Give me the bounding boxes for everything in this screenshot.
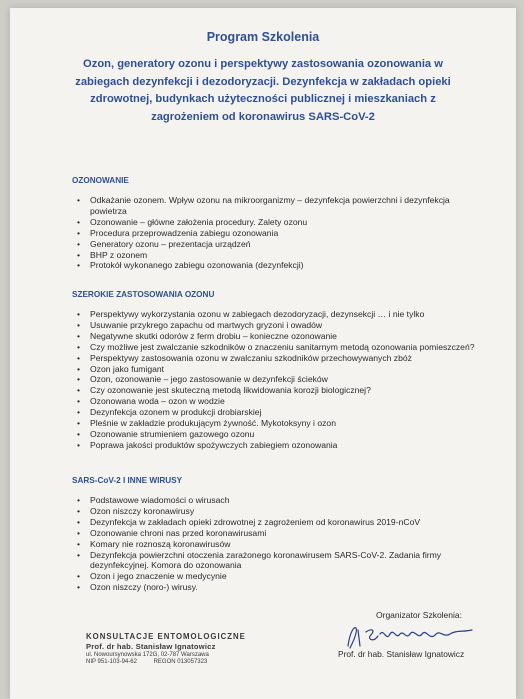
list-item: • Dezynfekcja ozonem w produkcji drobiarskiej	[90, 407, 478, 418]
subtitle-line: zagrożeniem od koronawirus SARS-CoV-2	[151, 110, 375, 123]
list-item: • Perspektywy wykorzystania ozonu w zabiegach dezodoryzacji, dezynsekcji … i nie tylko	[90, 309, 478, 320]
section-ozonowanie	[68, 176, 478, 271]
section-heading: OZONOWANIE	[72, 176, 129, 185]
list-item: • Usuwanie przykrego zapachu od martwych gryzoni i owadów	[90, 320, 478, 331]
list-item: • Negatywne skutki odorów z ferm drobiu – konieczne ozonowanie	[90, 331, 478, 342]
list-item: • Ozon niszczy (noro-) wirusy.	[90, 582, 478, 593]
organizer-label: Organizator Szkolenia:	[376, 610, 462, 620]
list-item: • Ozon i jego znaczenie w medycynie	[90, 571, 478, 582]
list-item: • Pleśnie w zakładzie produkującym żywność. Mykotoksyny i ozon	[90, 418, 478, 429]
bullet-list	[68, 495, 478, 593]
list-item: • Odkażanie ozonem. Wpływ ozonu na mikroorganizmy – dezynfekcja powierzchni i dezynfekcja powietrza	[90, 195, 478, 217]
document-page	[10, 8, 516, 699]
company-stamp	[86, 632, 256, 665]
page-title: Program Szkolenia	[206, 30, 320, 44]
list-item: • Poprawa jakości produktów spożywczych zabiegiem ozonowania	[90, 440, 478, 451]
list-item: • Ozonowanie – główne założenia procedury. Zalety ozonu	[90, 217, 478, 228]
list-item: • Komary nie roznoszą koronawirusów	[90, 539, 478, 550]
subtitle-line: Ozon, generatory ozonu i perspektywy zastosowania ozonowania w	[83, 58, 443, 70]
list-item: • Ozonowanie chroni nas przed koronawirusami	[90, 528, 478, 539]
list-item: • Dezynfekcja w zakładach opieki zdrowotnej z zagrożeniem od koronawirus 2019-nCoV	[90, 517, 478, 528]
training-topic	[68, 56, 458, 126]
list-item: • Ozon jako fumigant	[90, 364, 478, 375]
list-item: • Protokół wykonanego zabiegu ozonowania (dezynfekcji)	[90, 260, 478, 271]
bullet-list	[68, 195, 478, 271]
stamp-person: Prof. dr hab. Stanisław Ignatowicz	[86, 642, 216, 651]
list-item: • Podstawowe wiadomości o wirusach	[90, 495, 478, 506]
section-szerokie-zastosowania	[68, 290, 478, 451]
organizer-name: Prof. dr hab. Stanisław Ignatowicz	[338, 649, 465, 659]
list-item: • Ozon niszczy koronawirusy	[90, 506, 478, 517]
list-item: • Ozonowana woda – ozon w wodzie	[90, 396, 478, 407]
list-item: • Ozon, ozonowanie – jego zastosowanie w dezynfekcji ścieków	[90, 374, 478, 385]
list-item: • Perspektywy zastosowania ozonu w zwalczaniu szkodników przechowywanych zbóż	[90, 353, 478, 364]
subtitle-line: zdrowotnej, budynkach użyteczności publicznej i mieszkaniach z	[90, 93, 436, 105]
list-item: • BHP z ozonem	[90, 250, 478, 261]
list-item: • Ozonowanie strumieniem gazowego ozonu	[90, 429, 478, 440]
section-heading: SZEROKIE ZASTOSOWANIA OZONU	[72, 290, 215, 299]
list-item: • Dezynfekcja powierzchni otoczenia zarażonego koronawirusem SARS-CoV-2. Zadania firmy dezynfekcyjnej. Komora do ozonowania	[90, 550, 478, 572]
section-heading: SARS-CoV-2 I INNE WIRUSY	[72, 476, 183, 485]
list-item: • Czy możliwe jest zwalczanie szkodników o znaczeniu sanitarnym metodą ozonowania pomieszczeń?	[90, 342, 478, 353]
stamp-address: ul. Nowoursynowska 172G, 02-787 Warszawa	[86, 652, 209, 658]
section-sars-cov-2	[68, 476, 478, 593]
list-item: • Czy ozonowanie jest skuteczną metodą likwidowania korozji biologicznej?	[90, 385, 478, 396]
subtitle-line: zabiegach dezynfekcji i dezodoryzacji. Dezynfekcja w zakładach opieki	[75, 75, 451, 88]
list-item: • Generatory ozonu – prezentacja urządzeń	[90, 239, 478, 250]
stamp-company-name: KONSULTACJE ENTOMOLOGICZNE	[86, 632, 246, 641]
bullet-list	[68, 309, 478, 451]
stamp-tax-ids: NIP 951-103-94-62 REGON 013057323	[86, 659, 208, 665]
list-item: • Procedura przeprowadzenia zabiegu ozonowania	[90, 228, 478, 239]
